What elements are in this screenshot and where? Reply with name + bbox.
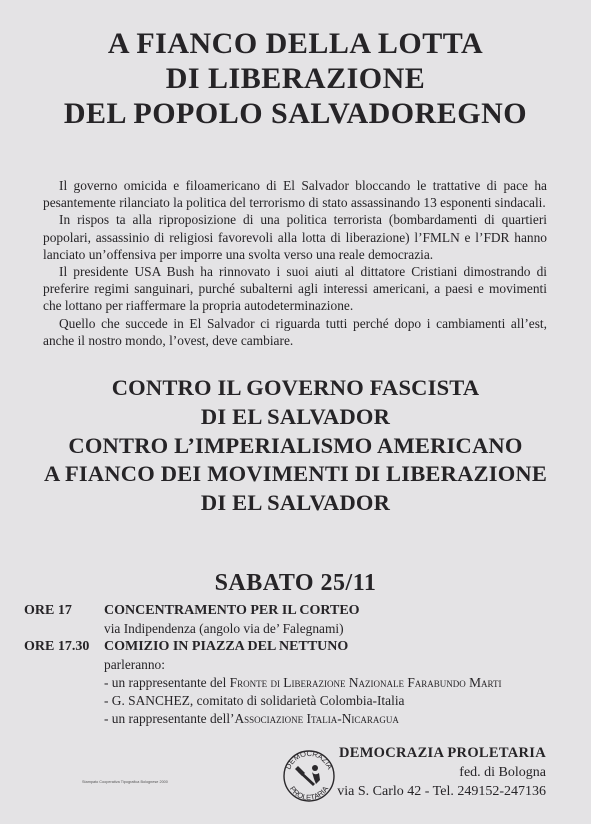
slogan-line-3: CONTRO L’IMPERIALISMO AMERICANO	[68, 432, 523, 458]
paragraph-4: Quello che succede in El Salvador ci riguarda tutti perché dopo i cambiamenti all’est, anche il nostro mondo, l’ovest, deve cambiare.	[43, 315, 547, 348]
event-date: SABATO 25/11	[214, 570, 377, 596]
logo-bottom-text: PROLETARIA	[287, 784, 331, 803]
event-2: COMIZIO IN PIAZZA DEL NETTUNO	[104, 639, 349, 654]
speaker-1	[104, 674, 502, 692]
title-line-2: DI LIBERAZIONE	[165, 62, 426, 95]
logo-top-text: DEMOCRAZIA	[283, 748, 335, 771]
slogans	[0, 374, 591, 518]
speaker-3-prefix: - un rappresentante dell’	[104, 711, 235, 726]
democrazia-proletaria-logo	[281, 746, 337, 804]
speakers-intro: parleranno:	[104, 657, 165, 672]
speaker-3	[104, 710, 399, 728]
signature-branch: fed. di Bologna	[459, 765, 546, 780]
place-1: via Indipendenza (angolo via de’ Falegnami)	[104, 621, 344, 636]
hammer-icon	[295, 766, 315, 786]
printer-note: Stampato Cooperativa Tipografica Bolognese 2000	[82, 780, 168, 784]
signature	[337, 744, 546, 801]
speaker-1-org: Fronte di Liberazione Nazionale Farabundo Marti	[229, 675, 502, 690]
signature-org: DEMOCRAZIA PROLETARIA	[338, 745, 546, 761]
speaker-3-org: Associazione Italia-Nicaragua	[234, 711, 399, 726]
slogan-line-1: CONTRO IL GOVERNO FASCISTA	[111, 375, 480, 400]
title-line-1: A FIANCO DELLA LOTTA	[107, 27, 484, 60]
paragraph-2: In rispos ta alla riproposizione di una politica terrorista (bombardamenti di quartieri popolari, assassinio di religiosi favorevoli alla lotta di liberazione) l’FMLN e l’FDR hanno lanciato un’offensiva per imporre una svolta verso una reale democrazia.	[43, 212, 547, 262]
slogan-line-2: DI EL SALVADOR	[200, 403, 391, 429]
speaker-2: - G. SANCHEZ, comitato di solidarietà Colombia-Italia	[104, 693, 405, 708]
slogan-line-5: DI EL SALVADOR	[200, 490, 391, 516]
poster-title	[0, 26, 591, 131]
figure-icon	[312, 765, 320, 784]
signature-address: via S. Carlo 42 - Tel. 249152-247136	[337, 784, 546, 799]
speaker-1-prefix: - un rappresentante del	[104, 675, 230, 690]
title-line-3: DEL POPOLO SALVADOREGNO	[63, 97, 528, 130]
paragraph-1: Il governo omicida e filoamericano di El Salvador bloccando le trattative di pace ha pesantemente rilanciato la politica del terrorismo di stato assassinando 13 esponenti sindacali.	[43, 178, 547, 211]
event-1: CONCENTRAMENTO PER IL CORTEO	[104, 603, 360, 618]
time-2: ORE 17.30	[24, 639, 90, 654]
body-text	[43, 177, 547, 349]
slogan-line-4: A FIANCO DEI MOVIMENTI DI LIBERAZIONE	[43, 461, 548, 487]
time-1: ORE 17	[24, 603, 72, 618]
paragraph-3: Il presidente USA Bush ha rinnovato i suoi aiuti al dittatore Cristiani dimostrando di preferire regimi sanguinari, purché subalterni agli interessi americani, a paesi e movimenti che lottano per riaffermare la propria autodeterminazione.	[43, 264, 547, 314]
